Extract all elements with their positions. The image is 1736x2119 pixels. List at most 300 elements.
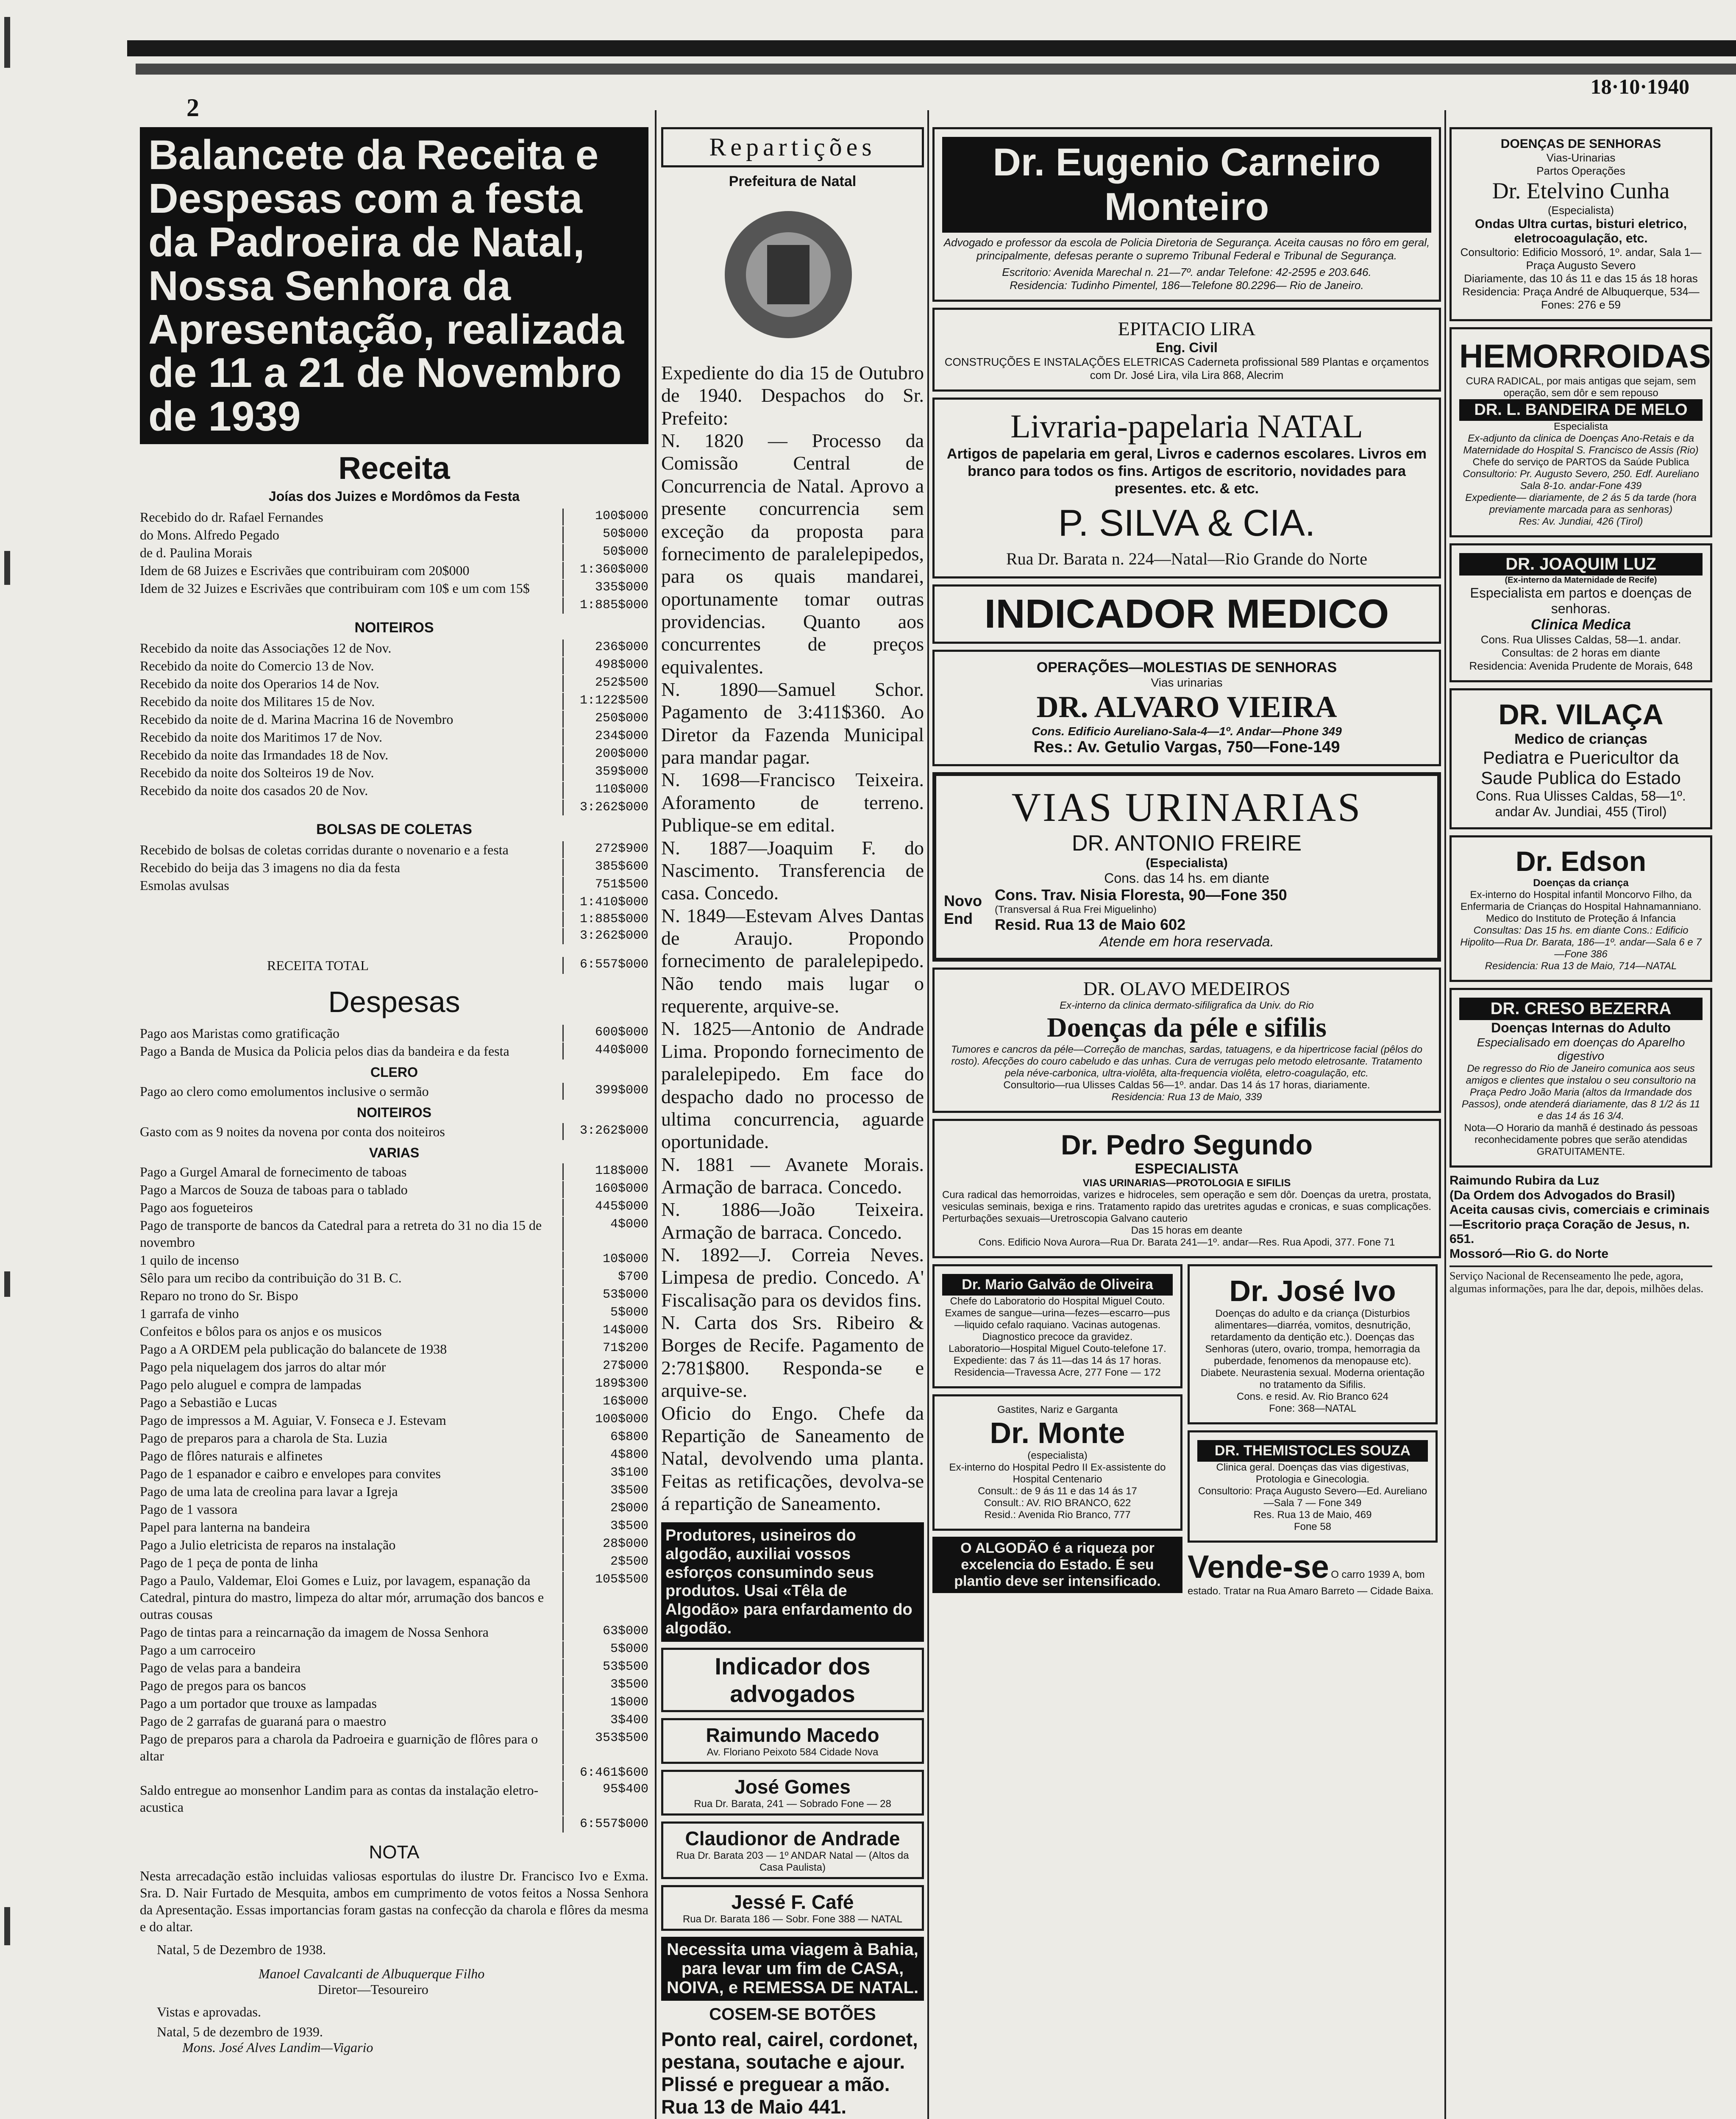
despacho-paragraph: N. 1881 — Avanete Morais. Armação de barraca. Concedo. [661, 1153, 924, 1198]
column-rule [927, 110, 929, 2119]
table-row [140, 1713, 648, 1730]
row-description: Confeitos e bôlos para os anjos e os musicos [140, 1323, 382, 1339]
row-description: Pago ao clero como emolumentos inclusive o sermão [140, 1083, 429, 1099]
row-value: 3$400 [562, 1713, 648, 1730]
ad-mario-text: Chefe do Laboratorio do Hospital Miguel Couto. Exames de sangue—urina—fezes—escarro—pus—liquido cefalo raquiano. Vacinas autogenas. Diagnostico precoce da gravidez. [945, 1296, 1170, 1343]
lawyer-card [661, 1821, 924, 1879]
row-description: Pago a um portador que trouxe as lampadas [140, 1695, 377, 1711]
ad-freire-addr1: Cons. Trav. Nisia Floresta, 90—Fone 350 [995, 886, 1287, 904]
table-row [140, 580, 648, 597]
ad-jose-ivo-fone: Fone: 368—NATAL [1269, 1403, 1356, 1415]
ad-vilaca-sub: Medico de crianças [1514, 731, 1647, 747]
row-description: Pago a um carroceiro [140, 1642, 256, 1657]
header-band-2 [136, 64, 1736, 75]
ad-raimundo [1449, 1174, 1712, 1261]
ad-epitacio-sub: Eng. Civil [1156, 340, 1218, 355]
row-description: Pago a Paulo, Valdemar, Eloi Gomes e Luiz, por lavagem, espanação da Catedral, pintura do mastro, limpeza do altar mór, arrumação dos bancos e outras cousas [140, 1572, 544, 1622]
table-row [140, 598, 648, 614]
table-row [140, 928, 648, 944]
row-description: 1 quilo de incenso [140, 1252, 239, 1268]
row-value: 1:122$500 [562, 693, 648, 710]
ad-freire-address-block [944, 886, 1430, 934]
ad-joaquim-luz-name: DR. JOAQUIM LUZ [1459, 553, 1703, 576]
row-value: 3:262$000 [562, 1123, 648, 1140]
table-row [140, 746, 648, 763]
ad-bandeira-spec: Especialista [1553, 421, 1608, 432]
page-number: 2 [186, 94, 199, 122]
ad-creso-text2: De regresso do Rio de Janeiro comunica aos seus amigos e clientes que instalou o seu consultorio na Praça Pedro João Maria (altos da Irmandade dos Passos), onde atenderá diariamente, das 8 1/2 ás 11 e das 14 ás 16 3/4. [1461, 1063, 1700, 1122]
table-row [140, 764, 648, 781]
row-description [140, 895, 562, 911]
row-description: Pago a A ORDEM pela publicação do balancete de 1938 [140, 1341, 447, 1357]
vistas: Vistas e aprovadas. [157, 2004, 261, 2019]
table-row [140, 640, 648, 656]
row-description: Pago de velas para a bandeira [140, 1660, 301, 1675]
row-description: Saldo entregue ao monsenhor Landim para as contas da instalação eletro-acustica [140, 1783, 539, 1815]
headline: Balancete da Receita e Despesas com a festa da Padroeira de Natal, Nossa Senhora da Apresentação, realizada de 11 a 21 de Novembro de 1939 [140, 127, 648, 444]
ad-pedro-addr: Cons. Edificio Nova Aurora—Rua Dr. Barata 241—1º. andar—Res. Rua Apodi, 377. Fone 71 [978, 1237, 1395, 1249]
row-value: 234$000 [562, 729, 648, 745]
row-description: Pago a Marcos de Souza de taboas para o tablado [140, 1182, 408, 1197]
table-row [140, 1816, 648, 1833]
nota-date: Natal, 5 de Dezembro de 1938. [157, 1941, 326, 1957]
table-row [140, 1429, 648, 1446]
ad-raimundo-sub: (Da Ordem dos Advogados do Brasil) [1449, 1188, 1675, 1202]
table-row [140, 859, 648, 876]
row-value: 53$500 [562, 1659, 648, 1676]
row-description: Recebido do dr. Rafael Fernandes [140, 509, 323, 525]
ad-creso-sub: Doenças Internas do Adulto [1491, 1020, 1671, 1035]
ad-creso [1449, 988, 1712, 1168]
row-value: 27$000 [562, 1358, 648, 1375]
table-row [140, 1730, 648, 1764]
ad-eugenio-text: Advogado e professor da escola de Policia Diretoria de Segurança. Aceita causas no fôro em geral, principalmente, defesas perante o supremo Tribunal Federal e Tribunal de Segurança. [943, 236, 1430, 262]
ad-vende [1188, 1549, 1438, 1597]
ad-alvaro-top: OPERAÇÕES—MOLESTIAS DE SENHORAS [1036, 659, 1337, 676]
ad-freire-addr2: Resid. Rua 13 de Maio 602 [995, 916, 1186, 934]
table-row [140, 1412, 648, 1429]
ad-olavo-sub: Ex-interno da clinica dermato-sifiligrafica da Univ. do Rio [1060, 1000, 1314, 1012]
row-description: Pago de preparos para a charola de Sta. Luzia [140, 1430, 387, 1446]
indicador-advogados-title: Indicador dos advogados [661, 1648, 924, 1712]
table-row [140, 1572, 648, 1623]
row-value: 353$500 [562, 1730, 648, 1764]
row-value: 5$000 [562, 1305, 648, 1322]
ad-creso-name: DR. CRESO BEZERRA [1459, 998, 1703, 1020]
row-description: Recebido da noite dos Operarios 14 de Nov. [140, 676, 379, 691]
table-row [140, 800, 648, 816]
row-value: 445$000 [562, 1199, 648, 1216]
varias-title: VARIAS [369, 1145, 420, 1160]
table-row [140, 1465, 648, 1482]
row-description [140, 598, 562, 614]
row-description: Pago a Julio eletricista de reparos na instalação [140, 1537, 396, 1552]
ad-joaquim-luz [1449, 543, 1712, 682]
row-value: 1:885$000 [562, 912, 648, 928]
table-row [140, 1199, 648, 1216]
row-description [140, 1816, 562, 1833]
row-description: Pago pelo aluguel e compra de lampadas [140, 1377, 362, 1392]
indicador-medico-title: INDICADOR MEDICO [932, 584, 1441, 644]
ad-edson [1449, 835, 1712, 982]
table-row [140, 912, 648, 928]
ad-olavo-res: Residencia: Rua 13 de Maio, 339 [1111, 1091, 1262, 1103]
ad-themistocles-res: Res. Rua 13 de Maio, 469 [1253, 1509, 1372, 1521]
despesas-table [140, 1025, 648, 1060]
receita-total-value: 6:557$000 [562, 957, 648, 974]
ad-edson-text: Ex-interno do Hospital infantil Moncorvo Filho, da Enfermaria de Crianças do Hospital Hahnamanniano. Medico do Instituto de Proteção á Infancia [1460, 889, 1702, 924]
ad-monte-time: Consult.: de 9 ás 11 e das 14 ás 17 [978, 1485, 1137, 1497]
row-description: Recebido de bolsas de coletas corridas durante o novenario e a festa [140, 842, 509, 858]
row-value: 4$000 [562, 1217, 648, 1251]
row-value: 5$000 [562, 1641, 648, 1658]
ad-freire-spec: (Especialista) [1146, 856, 1228, 870]
column-ads-right [1449, 127, 1712, 2119]
row-description: Recebido da noite do Comercio 13 de Nov. [140, 658, 374, 673]
ad-bandeira-text: CURA RADICAL, por mais antigas que sejam, sem operação, sem dôr e sem repouso [1466, 375, 1696, 399]
ad-monte-sub: (especialista) [1027, 1450, 1088, 1462]
ad-freire-name: DR. ANTONIO FREIRE [1071, 831, 1302, 856]
prefeitura-subtitle: Prefeitura de Natal [729, 173, 857, 189]
table-row [140, 841, 648, 858]
table-row [140, 1083, 648, 1100]
table-row [140, 1340, 648, 1357]
row-description: Sêlo para um recibo da contribuição do 31 B. C. [140, 1270, 402, 1285]
row-value: 63$000 [562, 1624, 648, 1641]
ad-edson-res: Residencia: Rua 13 de Maio, 714—NATAL [1485, 960, 1677, 972]
row-description: Recebido da noite das Associações 12 de Nov. [140, 640, 392, 656]
ad-jose-ivo [1188, 1264, 1438, 1424]
despacho-paragraph: Expediente do dia 15 de Outubro de 1940. Despachos do Sr. Prefeito: [661, 362, 924, 429]
table-row [140, 1518, 648, 1535]
ad-joaquim-luz-addr: Cons. Rua Ulisses Caldas, 58—1. andar. Consultas: de 2 horas em diante [1480, 633, 1681, 659]
row-value: 498$000 [562, 657, 648, 674]
row-description: Recebido da noite dos casados 20 de Nov. [140, 782, 368, 798]
ad-themistocles-text: Clinica geral. Doenças das vias digestivas, Protologia e Ginecologia. [1216, 1462, 1409, 1485]
table-row [140, 729, 648, 745]
juizes-table [140, 509, 648, 614]
ad-olavo-name: DR. OLAVO MEDEIROS [1083, 978, 1291, 1000]
lawyers-list [661, 1718, 924, 1931]
ad-comum-title: COSEM-SE BOTÕES [709, 2005, 876, 2024]
ad-livraria [932, 398, 1441, 578]
receita-title: Receita [338, 450, 450, 486]
date-2: Natal, 5 de dezembro de 1939. [157, 2024, 323, 2039]
ad-themistocles-name: DR. THEMISTOCLES SOUZA [1197, 1440, 1428, 1462]
ad-freire-title: VIAS URINARIAS [1011, 784, 1362, 830]
ad-vilaca-text: Pediatra e Puericultor da Saude Publica do Estado [1481, 748, 1681, 788]
ad-bandeira-time: Expediente— diariamente, de 2 ás 5 da tarde (hora previamente marcada para as senhoras) [1465, 492, 1697, 515]
lawyer-address: Rua Dr. Barata 186 — Sobr. Fone 388 — NATAL [682, 1913, 903, 1925]
ad-edson-name: Dr. Edson [1515, 845, 1647, 877]
noiteiros2-table [140, 1123, 648, 1140]
table-row [140, 1305, 648, 1322]
ad-bandeira-title: HEMORROIDAS [1459, 337, 1711, 375]
ad-monte-addr: Consult.: AV. RIO BRANCO, 622 [984, 1497, 1131, 1509]
ad-top: Necessita uma viagem à Bahia, para levar um fim de CASA, NOIVA, e REMESSA DE NATAL. [661, 1937, 924, 2001]
table-row [140, 877, 648, 894]
lawyer-address: Av. Floriano Peixoto 584 Cidade Nova [707, 1746, 879, 1758]
ad-livraria-title: Livraria-papelaria NATAL [1010, 408, 1363, 445]
row-description: Recebido da noite dos Maritimos 17 de Nov. [140, 729, 383, 745]
table-row [140, 1782, 648, 1816]
row-description: Idem de 32 Juizes e Escrivães que contribuiram com 10$ e um com 15$ [140, 581, 530, 596]
row-value: 1:360$000 [562, 562, 648, 579]
row-description: Esmolas avulsas [140, 878, 229, 893]
row-description: do Mons. Alfredo Pegado [140, 527, 279, 543]
ad-etelvino-sub: Vias-Urinarias [1546, 151, 1616, 164]
ad-joaquim-luz-clin: Clinica Medica [1530, 617, 1631, 633]
ad-etelvino-spec: (Especialista) [1547, 204, 1614, 217]
row-description: Pago de 1 peça de ponta de linha [140, 1554, 318, 1570]
ad-bandeira-addr: Consultorio: Pr. Augusto Severo, 250. Edf. Aureliano Sala 8-1o. andar-Fone 439 [1463, 468, 1699, 492]
ad-pedro-spec: VIAS URINARIAS—PROTOLOGIA E SIFILIS [1082, 1177, 1291, 1189]
signature-1: Manoel Cavalcanti de Albuquerque Filho [259, 1966, 485, 1981]
ad-right-stack [1188, 1264, 1438, 1597]
table-row [140, 1394, 648, 1411]
ad-vilaca-name: DR. VILAÇA [1498, 698, 1664, 731]
column-balancete [140, 127, 648, 2119]
table-row [140, 1269, 648, 1286]
ad-livraria-text: Artigos de papelaria em geral, Livros e cadernos escolares. Livros em branco para todos os fins. Artigos de escritorio, novidades para presentes. etc. & etc. [947, 446, 1427, 497]
ad-alvaro-sub: Vias urinarias [1151, 676, 1223, 690]
signature-2: Mons. José Alves Landim—Vigario [182, 2039, 373, 2055]
table-row [140, 1536, 648, 1553]
row-description: Pago aos Maristas como gratificação [140, 1025, 339, 1041]
nota-text: Nesta arrecadação estão incluidas valiosas esportulas do ilustre Dr. Francisco Ivo e Exma. Sra. D. Nair Furtado de Mesquita, ambos em cumprimento de votos feitos a Nossa Senhora da Apresentação. Essas importancias foram gastas na confecção da charola e flôres da mesma e do altar. [140, 1868, 648, 1934]
row-description: Recebido da noite dos Solteiros 19 de Nov. [140, 765, 374, 780]
row-description: Pago a Gurgel Amaral de fornecimento de taboas [140, 1164, 407, 1179]
row-value: 6:461$600 [562, 1765, 648, 1781]
ad-bandeira-res: Res: Av. Jundiai, 426 (Tirol) [1519, 516, 1643, 527]
ad-themistocles-addr: Consultorio: Praça Augusto Severo—Ed. Aureliano—Sala 7 — Fone 349 [1198, 1485, 1427, 1509]
clero-table [140, 1083, 648, 1100]
row-value: 1:885$000 [562, 598, 648, 614]
table-row [140, 1501, 648, 1518]
row-description: Recebido da noite dos Militares 15 de Nov. [140, 693, 375, 709]
ad-livraria-addr: Rua Dr. Barata n. 224—Natal—Rio Grande do Norte [1006, 549, 1367, 569]
ad-edson-addr: Consultas: Das 15 hs. em diante Cons.: Edificio Hipolito—Rua Dr. Barata, 186—1º. andar—Sala 6 e 7—Fone 386 [1460, 925, 1702, 960]
row-value: 2$500 [562, 1554, 648, 1571]
header-band [127, 40, 1736, 56]
ad-algodao: Produtores, usineiros do algodão, auxiliai vossos esforços consumindo seus produtos. Usai «Têla de Algodão» para enfardamento do algodão. [661, 1522, 924, 1642]
ad-livraria-firm: P. SILVA & CIA. [1058, 502, 1316, 544]
row-value: 385$600 [562, 859, 648, 876]
ad-eugenio-res: Residencia: Tudinho Pimentel, 186—Telefone 80.2296— Rio de Janeiro. [1010, 279, 1364, 292]
lawyer-name: José Gomes [734, 1776, 851, 1798]
table-row [140, 1217, 648, 1251]
ad-alvaro-name: DR. ALVARO VIEIRA [1036, 690, 1337, 724]
ad-vende-text: O carro 1939 A, bom estado. Tratar na Rua Amaro Barreto — Cidade Baixa. [1188, 1569, 1434, 1597]
table-row [140, 675, 648, 692]
ad-monte-text: Ex-interno do Hospital Pedro II Ex-assistente do Hospital Centenario [949, 1462, 1166, 1485]
receita-total [140, 957, 648, 974]
row-description: Pago a Sebastião e Lucas [140, 1394, 277, 1410]
row-value: 335$000 [562, 580, 648, 597]
ad-monte-name: Dr. Monte [990, 1416, 1125, 1450]
column-rule [1444, 110, 1446, 2119]
row-value: 600$000 [562, 1025, 648, 1042]
table-row [140, 1123, 648, 1140]
coat-of-arms-icon [661, 190, 915, 359]
ad-algodao-riqueza: O ALGODÃO é a riqueza por excelencia do Estado. É seu plantio deve ser intensificado. [932, 1537, 1182, 1593]
row-value: 359$000 [562, 764, 648, 781]
row-value: 95$400 [562, 1782, 648, 1816]
row-value: 3$500 [562, 1677, 648, 1694]
row-description: Pago a Banda de Musica da Policia pelos dias da bandeira e da festa [140, 1043, 509, 1059]
lawyer-card [661, 1885, 924, 1931]
ad-raimundo-text: Aceita causas civis, comerciais e criminais—Escritorio praça Coração de Jesus, n. 651. [1449, 1203, 1710, 1246]
ad-epitacio-text: CONSTRUÇÕES E INSTALAÇÕES ELETRICAS Caderneta profissional 589 Plantas e orçamentos com Dr. José Lira, vila Lira 868, Alecrim [944, 356, 1429, 381]
margin-marks [0, 0, 17, 2119]
ad-edson-sub: Doenças da criança [1533, 877, 1629, 889]
row-value: 272$900 [562, 841, 648, 858]
row-value: 252$500 [562, 675, 648, 692]
ad-bandeira [1449, 327, 1712, 537]
despacho-paragraph: N. 1820 — Processo da Comissão Central de Concurrencia de Natal. Aprovo a presente concurrencia sem exceção da proposta para fornecimento de paralelepipedos, para os quais mandarei, oportunamente tomar outras providencias. Quanto aos concurrentes de preços equivalentes. [661, 430, 924, 678]
table-row [140, 711, 648, 728]
row-value: 100$000 [562, 509, 648, 526]
row-description [140, 912, 562, 928]
column-reparticoes [661, 127, 924, 2119]
table-row [140, 526, 648, 543]
ad-comum: Ponto real, cairel, cordonet, pestana, soutache e ajour. Plissé e preguear a mão. Rua 13 de Maio 441. [661, 2028, 918, 2118]
row-value: 53$000 [562, 1287, 648, 1304]
row-value: 28$000 [562, 1536, 648, 1553]
table-row [140, 1554, 648, 1571]
bolsas-table [140, 841, 648, 944]
table-row [140, 1043, 648, 1060]
row-description: Pago de 2 garrafas de guaraná para o maestro [140, 1713, 387, 1729]
nota-title: NOTA [369, 1841, 420, 1863]
row-description: Pago aos fogueteiros [140, 1199, 253, 1215]
despacho-paragraph: N. 1886—João Teixeira. Armação de barraca. Concedo. [661, 1199, 924, 1243]
table-row [140, 782, 648, 799]
table-row [140, 544, 648, 561]
table-row [140, 1641, 648, 1658]
ad-vende-title: Vende-se [1188, 1549, 1329, 1585]
despacho-paragraph: N. 1698—Francisco Teixeira. Aforamento de terreno. Publique-se em edital. [661, 769, 924, 836]
noiteiros-title: NOITEIROS [354, 619, 434, 636]
ad-jose-ivo-text: Doenças do adulto e da criança (Disturbios alimentares—diarréa, vomitos, desnutrição, retardamento da dentição etc.). Doenças das Senhoras (utero, ovario, trompa, hemorragia da puberdade, fenomenos da menopause etc). Diabete. Neurastenia sexual. Moderna orientação no tratamento da Sifilis. [1200, 1308, 1425, 1391]
row-description: Pago de uma lata de creolina para lavar a Igreja [140, 1483, 398, 1499]
row-value: 6:557$000 [562, 1816, 648, 1833]
ad-etelvino-time: Diariamente, das 10 ás 11 e das 15 ás 18 horas [1464, 272, 1698, 285]
row-value: 110$000 [562, 782, 648, 799]
lawyer-card [661, 1770, 924, 1816]
page-header [0, 0, 1736, 127]
ad-creso-text: Especialisado em doenças do Aparelho digestivo [1477, 1036, 1685, 1062]
ad-pedro-sub: ESPECIALISTA [1135, 1161, 1239, 1177]
ad-bandeira-text3: Chefe do serviço de PARTOS da Saúde Publica [1472, 456, 1689, 468]
row-description: Idem de 68 Juizes e Escrivães que contribuiram com 20$000 [140, 563, 470, 578]
row-value: 399$000 [562, 1083, 648, 1100]
row-value: 3:262$000 [562, 800, 648, 816]
row-value: 3$100 [562, 1465, 648, 1482]
row-value: 751$500 [562, 877, 648, 894]
ad-etelvino-sub2: Partos Operações [1536, 164, 1625, 177]
ad-freire-time: Cons. das 14 hs. em diante [1104, 870, 1269, 886]
ad-row-bottom [932, 1264, 1441, 1597]
row-value: 3$500 [562, 1518, 648, 1535]
ad-mario-name: Dr. Mario Galvão de Oliveira [942, 1274, 1173, 1296]
ad-pedro [932, 1119, 1441, 1258]
ad-eugenio [932, 127, 1441, 302]
row-value: 1:410$000 [562, 895, 648, 911]
ad-themistocles [1188, 1430, 1438, 1543]
ad-monte-res: Resid.: Avenida Rio Branco, 777 [984, 1509, 1131, 1521]
ad-etelvino-title: DOENÇAS DE SENHORAS [1500, 137, 1661, 151]
row-description [140, 928, 562, 944]
varias-table [140, 1163, 648, 1833]
row-value: 105$500 [562, 1572, 648, 1623]
despacho-paragraph: Oficio do Engo. Chefe da Repartição de Saneamento de Natal, devolvendo uma planta. Feitas as retificações, devolva-se á repartição de Saneamento. [661, 1402, 924, 1514]
lawyer-address: Rua Dr. Barata 203 — 1º ANDAR Natal — (Altos da Casa Paulista) [676, 1850, 909, 1874]
ad-jose-ivo-addr: Cons. e resid. Av. Rio Branco 624 [1237, 1391, 1388, 1403]
ad-monte [932, 1394, 1182, 1531]
row-value: 1$000 [562, 1695, 648, 1712]
row-value: 250$000 [562, 711, 648, 728]
row-description: Gasto com as 9 noites da novena por conta dos noiteiros [140, 1123, 445, 1139]
table-row [140, 1376, 648, 1393]
despacho-paragraph: N. 1890—Samuel Schor. Pagamento de 3:411$360. Ao Diretor da Fazenda Municipal para mandar pagar. [661, 679, 924, 768]
row-description: Pago de preparos para a charola da Padroeira e guarnição de flôres para o altar [140, 1731, 538, 1763]
table-row [140, 1677, 648, 1694]
ad-freire-label: Novo End [944, 892, 982, 928]
row-description: Pago pela niquelagem dos jarros do altar mór [140, 1359, 386, 1374]
table-row [140, 1181, 648, 1198]
clero-title: CLERO [370, 1064, 418, 1080]
ad-pedro-name: Dr. Pedro Segundo [1060, 1129, 1313, 1161]
ad-vilaca-addr: Cons. Rua Ulisses Caldas, 58—1º. andar Av. Jundiai, 455 (Tirol) [1476, 788, 1686, 819]
ad-creso-note: Nota—O Horario da manhã é destinado ás pessoas reconhecidamente pobres que serão atendidas GRATUITAMENTE. [1464, 1122, 1698, 1157]
row-value: 4$800 [562, 1447, 648, 1464]
ad-epitacio-name: EPITACIO LIRA [1118, 318, 1256, 339]
row-value: 6$800 [562, 1429, 648, 1446]
table-row [140, 1659, 648, 1676]
despacho-paragraph: N. 1887—Joaquim F. do Nascimento. Transferencia de casa. Concedo. [661, 837, 924, 904]
row-value: 118$000 [562, 1163, 648, 1180]
row-value: 160$000 [562, 1181, 648, 1198]
table-row [140, 1624, 648, 1641]
row-description: Pago de transporte de bancos da Catedral para a retreta do 31 no dia 15 de novembro [140, 1217, 542, 1250]
ad-eugenio-addr: Escritorio: Avenida Marechal n. 21—7º. andar Telefone: 42-2595 e 203.646. [1002, 266, 1372, 278]
row-description: 1 garrafa de vinho [140, 1305, 239, 1321]
despacho-paragraph: N. 1849—Estevam Alves Dantas de Araujo. Propondo fornecimento de paralelepipedo. Não tendo mais lugar o requerente, arquive-se. [661, 904, 924, 1017]
row-description: Pago de pregos para os bancos [140, 1677, 306, 1693]
row-value: 440$000 [562, 1043, 648, 1060]
ad-etelvino [1449, 127, 1712, 321]
row-value: 200$000 [562, 746, 648, 763]
ad-joaquim-luz-text: Especialista em partos e doenças de senhoras. [1470, 585, 1692, 616]
table-row [140, 1025, 648, 1042]
ad-freire-addr1b: (Transversal á Rua Frei Miguelinho) [995, 904, 1157, 916]
ad-jose-ivo-name: Dr. José Ivo [1229, 1274, 1396, 1308]
ad-freire-note: Atende em hora reservada. [1099, 934, 1274, 950]
page-date: 18·10·1940 [1590, 75, 1689, 98]
row-description: Pago de 1 vassora [140, 1501, 238, 1517]
table-row [140, 1287, 648, 1304]
lawyer-address: Rua Dr. Barata, 241 — Sobrado Fone — 28 [694, 1798, 891, 1810]
ad-alvaro-res: Res.: Av. Getulio Vargas, 750—Fone-149 [1033, 738, 1340, 756]
row-description [140, 1765, 562, 1781]
ad-alvaro [932, 650, 1441, 766]
table-row [140, 1323, 648, 1340]
ad-etelvino-text: Ondas Ultra curtas, bisturi eletrico, eletrocoagulação, etc. [1474, 217, 1687, 245]
row-description: Pago de impressos a M. Aguiar, V. Fonseca e J. Estevam [140, 1412, 446, 1428]
row-value: 71$200 [562, 1340, 648, 1357]
ad-monte-top: Gastites, Nariz e Garganta [997, 1404, 1118, 1416]
